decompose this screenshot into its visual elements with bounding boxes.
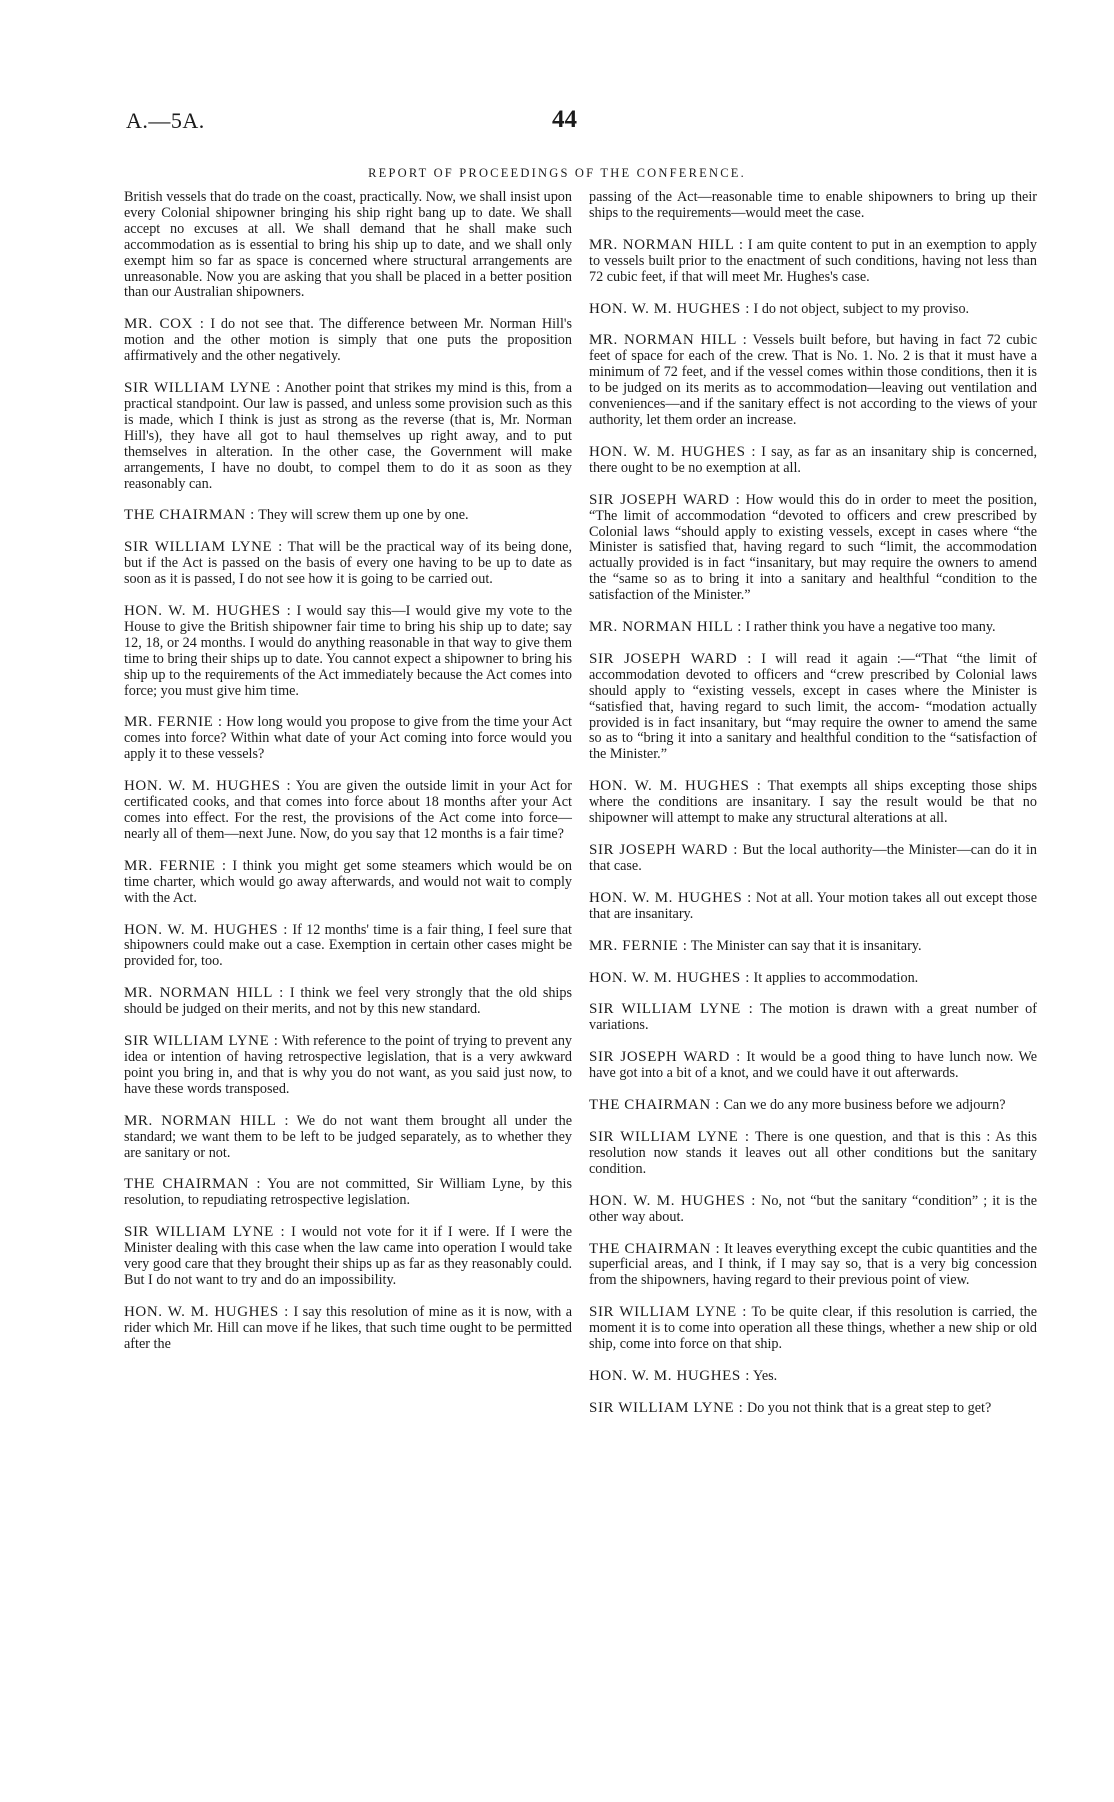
speaker-name: HON. W. M. HUGHES :	[589, 1192, 757, 1209]
speaker-name: HON. W. M. HUGHES :	[124, 921, 289, 938]
transcript-paragraph	[589, 843, 1037, 875]
speaker-name: HON. W. M. HUGHES :	[589, 889, 752, 906]
speech-text: No, not “but the sanitary “condition” ; it is the other way about.	[589, 1192, 1038, 1225]
speech-text: The Minister can say that it is insanitary.	[690, 937, 922, 954]
transcript-paragraph	[589, 493, 1037, 604]
document-reference: A.—5A.	[126, 108, 205, 133]
speaker-name: MR. FERNIE :	[589, 937, 688, 954]
left-column	[124, 190, 572, 1369]
speech-text: How would this do in order to meet the position, “The limit of accommodation “devoted to officers and crew prescribed by Colonial laws “should apply to existing vessels, except in cases where “the Minister is satisfied that, having regard to such “limit, the accommodation actually provided is in fact “insanitary, but may require the owners to amend the “same so as to bring it into a sanitary and healthful “condition to the satisfaction of the Minister.”	[589, 491, 1037, 604]
speech-text: We do not want them brought all under the standard; we want them to be left to be judged separately, as to whether they are sanitary or not.	[124, 1112, 572, 1161]
transcript-paragraph	[124, 715, 572, 763]
speaker-name: HON. W. M. HUGHES :	[124, 603, 292, 620]
transcript-paragraph	[589, 1050, 1037, 1082]
speech-text: That exempts all ships excepting those ships where the conditions are insanitary. I say the result would be that no shipowner will attempt to make any structural alterations at all.	[589, 778, 1037, 827]
transcript-paragraph	[124, 190, 572, 301]
speech-text: Vessels built before, but having in fact 72 cubic feet of space for each of the crew. That is No. 1. No. 2 is that it must have a minimum of 72 feet, and if the vessel comes within those conditions, then it is to be judged on its merits as to accommodation—leaving out ventilation and conveniences—and if the sanitary effect is not according to the views of your authority, let them order an increase.	[589, 332, 1037, 428]
transcript-paragraph	[589, 333, 1037, 428]
transcript-paragraph	[589, 779, 1037, 827]
transcript-paragraph	[124, 508, 572, 524]
speech-text: I think we feel very strongly that the old ships should be judged on their merits, and not by this new standard.	[124, 985, 572, 1018]
speaker-name: MR. NORMAN HILL :	[124, 1112, 290, 1129]
speaker-name: SIR JOSEPH WARD :	[589, 491, 741, 508]
running-title: REPORT OF PROCEEDINGS OF THE CONFERENCE.	[368, 166, 746, 180]
speech-text: The motion is drawn with a great number of variations.	[589, 1001, 1037, 1034]
speaker-name: MR. FERNIE :	[124, 857, 227, 874]
speaker-name: MR. FERNIE :	[124, 714, 223, 731]
speech-text: I say, as far as an insanitary ship is concerned, there ought to be no exemption at all.	[589, 443, 1037, 476]
speaker-name: SIR JOSEPH WARD :	[589, 1049, 741, 1066]
speaker-name: SIR JOSEPH WARD :	[589, 842, 738, 858]
speech-text: I say this resolution of mine as it is now, with a rider which Mr. Hill can move if he likes, that such time ought to be permitted after the	[124, 1303, 573, 1352]
speaker-name: HON. W. M. HUGHES :	[589, 300, 750, 317]
speaker-name: MR. NORMAN HILL :	[589, 236, 744, 253]
transcript-paragraph	[124, 1225, 572, 1289]
transcript-paragraph	[589, 620, 1037, 636]
transcript-paragraph	[124, 779, 572, 843]
speech-text: I would say this—I would give my vote to the House to give the British shipowner fair time to bring his ship up to date; say 12, 18, or 24 months. I would do anything reasonable in that way to give them time to bring their ships up to date. You cannot expect a shipowner to bring his ship up to the requirements of the Act immediately because the Act comes into force; you must give him time.	[124, 603, 573, 699]
speaker-name: MR. NORMAN HILL :	[589, 619, 742, 636]
speech-text: Not at all. Your motion takes all out except those that are insanitary.	[589, 889, 1038, 922]
speaker-name: THE CHAIRMAN :	[589, 1240, 721, 1257]
transcript-paragraph	[124, 317, 572, 365]
speaker-name: THE CHAIRMAN :	[589, 1097, 720, 1114]
transcript-paragraph	[124, 859, 572, 907]
speech-text: They will screw them up one by one.	[258, 507, 469, 524]
speech-text: I will read it again :—“That “the limit of accommodation devoted to officers and “crew prescribed by Colonial laws should apply to “existing vessels, except in cases where the Minister is “satisfied that, having regard to such limit, the accom- “modation actually provided is in fact insanitary, but “may require the owner to amend the same so as to “bring it into a sanitary and healthful condition to the “satisfaction of the Minister.”	[589, 650, 1037, 763]
transcript-paragraph	[589, 652, 1037, 763]
speech-text: That will be the practical way of its being done, but if the Act is passed on the basis of every one having to be up to date as soon as it is passed, I do not see how it is going to be carried out.	[124, 539, 572, 588]
transcript-paragraph	[589, 190, 1037, 222]
speaker-name: HON. W. M. HUGHES :	[589, 1367, 750, 1384]
speaker-name: SIR WILLIAM LYNE :	[124, 539, 283, 556]
speaker-name: SIR WILLIAM LYNE :	[589, 1399, 744, 1416]
speech-text: With reference to the point of trying to prevent any idea or intention of having retrospective legislation, that is a very awkward point you bring in, and that is why you do not want, as you said just now, to have these words transposed.	[124, 1033, 573, 1097]
speech-text: It would be a good thing to have lunch now. We have got into a bit of a knot, and we could have it out afterwards.	[589, 1049, 1038, 1082]
transcript-paragraph	[589, 1305, 1037, 1353]
transcript-paragraph	[589, 1194, 1037, 1226]
speech-text: But the local authority—the Minister—can do it in that case.	[589, 842, 1038, 874]
transcript-paragraph	[589, 939, 1037, 955]
speaker-name: SIR WILLIAM LYNE :	[124, 1033, 279, 1050]
speaker-name: SIR WILLIAM LYNE :	[589, 1001, 754, 1018]
speaker-name: SIR WILLIAM LYNE :	[124, 380, 281, 397]
speech-text: Yes.	[753, 1367, 778, 1384]
transcript-paragraph	[589, 1401, 1037, 1417]
speaker-name: THE CHAIRMAN :	[124, 507, 255, 524]
transcript-paragraph	[589, 302, 1037, 318]
speech-text: Can we do any more business before we adjourn?	[723, 1097, 1006, 1114]
transcript-paragraph	[124, 1177, 572, 1209]
speaker-name: SIR WILLIAM LYNE :	[589, 1304, 748, 1321]
transcript-paragraph	[589, 891, 1037, 923]
transcript-paragraph	[124, 604, 572, 699]
transcript-paragraph	[124, 986, 572, 1018]
speaker-name: HON. W. M. HUGHES :	[124, 778, 292, 795]
right-column	[589, 190, 1037, 1433]
speech-text: I would not vote for it if I were. If I were the Minister dealing with this case when the law came into operation I would take very good care that they brought their ships up as far as they reasonably could. But I do not want to try and do an impossibility.	[124, 1224, 573, 1288]
speaker-name: MR. NORMAN HILL :	[589, 332, 748, 349]
transcript-paragraph	[124, 540, 572, 588]
speech-text: To be quite clear, if this resolution is carried, the moment it is to come into operation all these things, whether a new ship or old ship, come into force on that ship.	[589, 1304, 1037, 1353]
transcript-paragraph	[589, 1242, 1037, 1290]
speaker-name: HON. W. M. HUGHES :	[589, 969, 750, 986]
transcript-paragraph	[589, 1002, 1037, 1034]
speech-text: British vessels that do trade on the coast, practically. Now, we shall insist upon every Colonial shipowner bringing his ship right bang up to date. We shall accept no excuses at all. We shall demand that he shall make such accommodation as is essential to bring his ship up to date, and we shall only exempt him so far as space is concerned where structural arrangements are unreasonable. Now you are asking that you shall be placed in a better position than our Australian shipowners.	[124, 189, 572, 301]
speaker-name: THE CHAIRMAN :	[124, 1176, 262, 1193]
transcript-paragraph	[589, 1369, 1037, 1385]
speech-text: If 12 months' time is a fair thing, I feel sure that shipowners could make out a case. Exemption in certain other cases might be provided for, too.	[124, 921, 572, 970]
speech-text: There is one question, and that is this : As this resolution now stands it leaves out all other conditions but the sanitary condition.	[589, 1128, 1038, 1177]
transcript-paragraph	[124, 1034, 572, 1098]
speech-text: You are given the outside limit in your Act for certificated cooks, and that comes into force about 18 months after your Act comes into effect. For the rest, the provisions of the Act come into force—nearly all of them—next June. Now, do you say that 12 months is a fair time?	[124, 778, 572, 842]
speech-text: Do you not think that is a great step to get?	[746, 1399, 992, 1416]
speaker-name: HON. W. M. HUGHES :	[589, 778, 762, 795]
transcript-paragraph	[124, 1114, 572, 1162]
speech-text: You are not committed, Sir William Lyne, by this resolution, to repudiating retrospective legislation.	[124, 1176, 572, 1209]
speech-text: Another point that strikes my mind is this, from a practical standpoint. Our law is passed, and unless some provision such as this is made, which I think is just as strong as the reverse (that is, Mr. Norman Hill's), they have all got to haul themselves up right away, and to put themselves in alteration. In the other case, the Government will make arrangements, I have no doubt, to compel them to do it as soon as they reasonably can.	[124, 380, 573, 492]
transcript-paragraph	[124, 381, 572, 492]
transcript-paragraph	[589, 971, 1037, 987]
transcript-paragraph	[124, 1305, 572, 1353]
speech-text: I do not object, subject to my proviso.	[753, 300, 970, 317]
speech-text: I rather think you have a negative too many.	[745, 619, 996, 636]
transcript-paragraph	[124, 923, 572, 971]
speech-text: It leaves everything except the cubic quantities and the superficial areas, and I think, if I may say so, that is a very big concession from the shipowners, having regard to their previous point of view.	[589, 1240, 1038, 1289]
speaker-name: SIR WILLIAM LYNE :	[589, 1128, 750, 1145]
speech-text: I think you might get some steamers which would be on time charter, which would go away afterwards, and would not wait to comply with the Act.	[124, 857, 572, 906]
speech-text: passing of the Act—reasonable time to enable shipowners to bring up their ships to the requirements—would meet the case.	[589, 189, 1037, 221]
speaker-name: HON. W. M. HUGHES :	[124, 1303, 289, 1320]
speech-text: How long would you propose to give from the time your Act comes into force? Within what date of your Act coming into force would you apply it to these vessels?	[124, 714, 573, 763]
speaker-name: HON. W. M. HUGHES :	[589, 443, 757, 460]
speaker-name: SIR JOSEPH WARD :	[589, 650, 753, 667]
speaker-name: SIR WILLIAM LYNE :	[124, 1224, 286, 1241]
transcript-paragraph	[589, 1098, 1037, 1114]
page-number: 44	[552, 106, 577, 133]
speech-text: I am quite content to put in an exemption to apply to vessels built prior to the enactment of such conditions, having not less than 72 cubic feet, if that will meet Mr. Hughes's case.	[589, 236, 1038, 285]
speech-text: I do not see that. The difference between Mr. Norman Hill's motion and the other motion is simply that one puts the proposition affirmatively and the other negatively.	[124, 316, 572, 365]
speech-text: It applies to accommodation.	[753, 969, 919, 986]
speaker-name: MR. NORMAN HILL :	[124, 985, 284, 1002]
speaker-name: MR. COX :	[124, 316, 205, 333]
transcript-paragraph	[589, 1130, 1037, 1178]
transcript-paragraph	[589, 238, 1037, 286]
transcript-paragraph	[589, 445, 1037, 477]
